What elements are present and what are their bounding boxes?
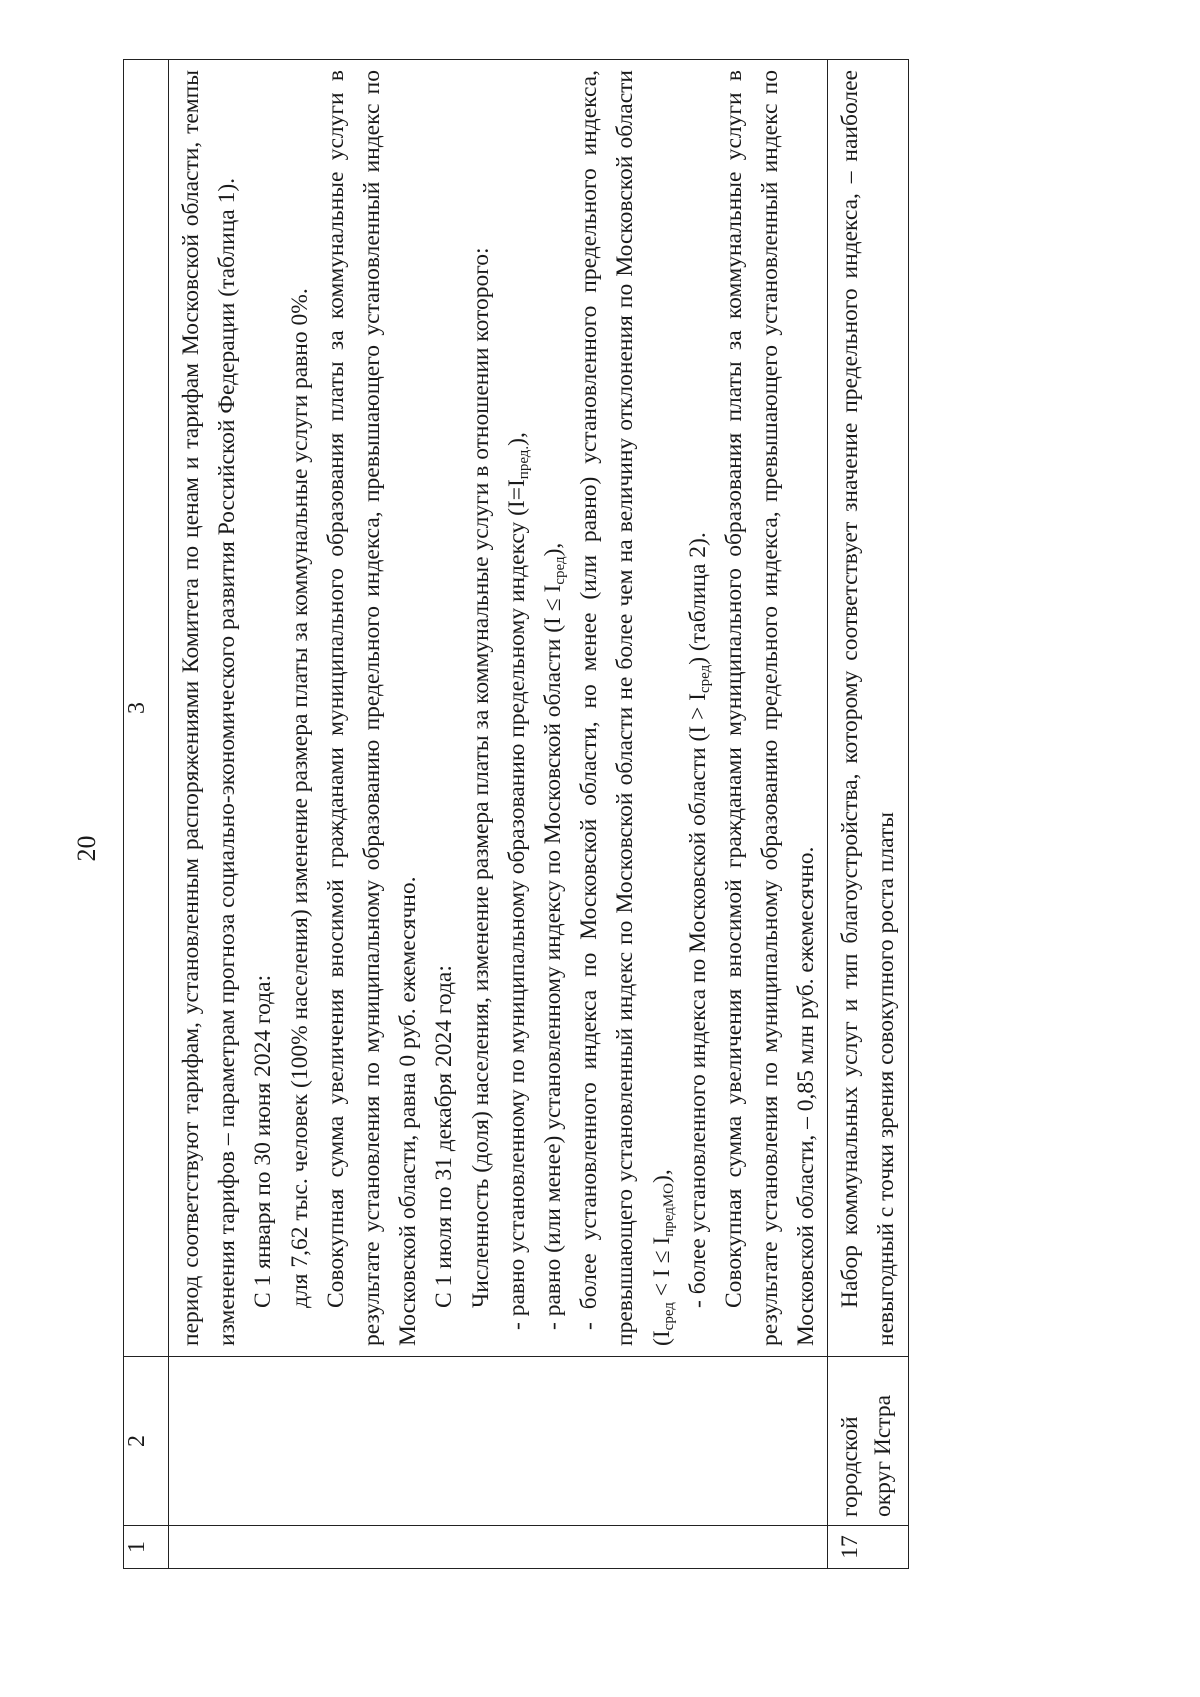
bullet-4-tail: ) (таблица 2). [684,532,711,665]
bullet-within-deviation [571,70,680,1346]
header-col-1: 1 [124,1526,169,1569]
paragraph-istra: Набор коммунальных услуг и тип благоустройства, которому соответствует значение предельного индекса, – наиболее невыгодный с точки зрения совокупного роста платы [836,70,899,1346]
paragraph-period-2: С 1 июля по 31 декабря 2024 года: [431,965,458,1308]
bullet-3-tail: ), [648,1169,675,1183]
bullet-3-sub-2: предМО [660,1182,677,1237]
bullet-above-average [680,70,716,1346]
paragraph-total-sum-1: Совокупная сумма увеличения вносимой гражданами муниципального образования платы за коммунальные услуги в результате установления по муниципальному образованию предельного индекса, превышающего установленный индекс по Московской области, равна 0 руб. ежемесячно. [322,70,422,1346]
bullet-3-sub-1: сред [660,1302,677,1331]
description-cell [169,60,828,1357]
table-header-row [124,60,169,1569]
description-istra [827,60,908,1357]
bullet-1-sub: пред. [515,445,532,480]
bullet-equal-limit [499,70,535,1346]
paragraph-period-1: С 1 января по 30 июня 2024 года: [250,974,277,1308]
bullet-2-tail: ), [540,542,567,557]
header-col-2: 2 [124,1357,169,1526]
bullet-2-sub: сред [552,556,569,585]
header-col-3: 3 [124,60,169,1357]
row-number-17: 17 [827,1526,908,1569]
bullet-3-text: - более установленного индекса по Московской области, но менее (или равно) установленного предельного индекса, превышающего установленный индекс по Московской области не более чем на величину отклонения по Московской области (I [576,70,675,1346]
table-row-17 [827,60,908,1569]
main-table [123,59,909,1569]
paragraph-total-sum-2: Совокупная сумма увеличения вносимой гражданами муниципального образования платы за коммунальные услуги в результате установления по муниципальному образованию предельного индекса, превышающего установленный индекс по Московской области, – 0,85 млн руб. ежемесячно. [721,70,820,1346]
bullet-1-tail: ), [503,432,530,446]
table-row-continued [169,60,828,1569]
row-number-cell [169,1526,828,1569]
paragraph-population-share: Численность (доля) населения, изменение размера платы за коммунальные услуги в отношении которого: [467,247,494,1308]
municipality-cell [169,1357,828,1526]
paragraph-population-1: для 7,62 тыс. человек (100% населения) изменение размера платы за коммунальные услуги равно 0%. [286,288,313,1308]
municipality-istra: городской округ Истра [827,1357,908,1526]
bullet-below-average [535,70,571,1346]
paragraph-tariffs: период соответствуют тарифам, установленным распоряжениями Комитета по ценам и тарифам Московской области, темпы изменения тарифов – параметрам прогноза социально-экономического развития Российской Федерации (таблица 1). [178,70,241,1346]
bullet-4-text: - более установленного индекса по Московской области (I > I [684,693,711,1308]
bullet-1-text: - равно установленному по муниципальному образованию предельному индексу (I=I [503,479,530,1330]
bullet-2-text: - равно (или менее) установленному индексу по Московской области (I ≤ I [540,584,567,1330]
bullet-4-sub: сред [696,664,713,694]
bullet-3-mid: < I ≤ I [648,1236,675,1303]
page-number: 20 [72,835,101,862]
